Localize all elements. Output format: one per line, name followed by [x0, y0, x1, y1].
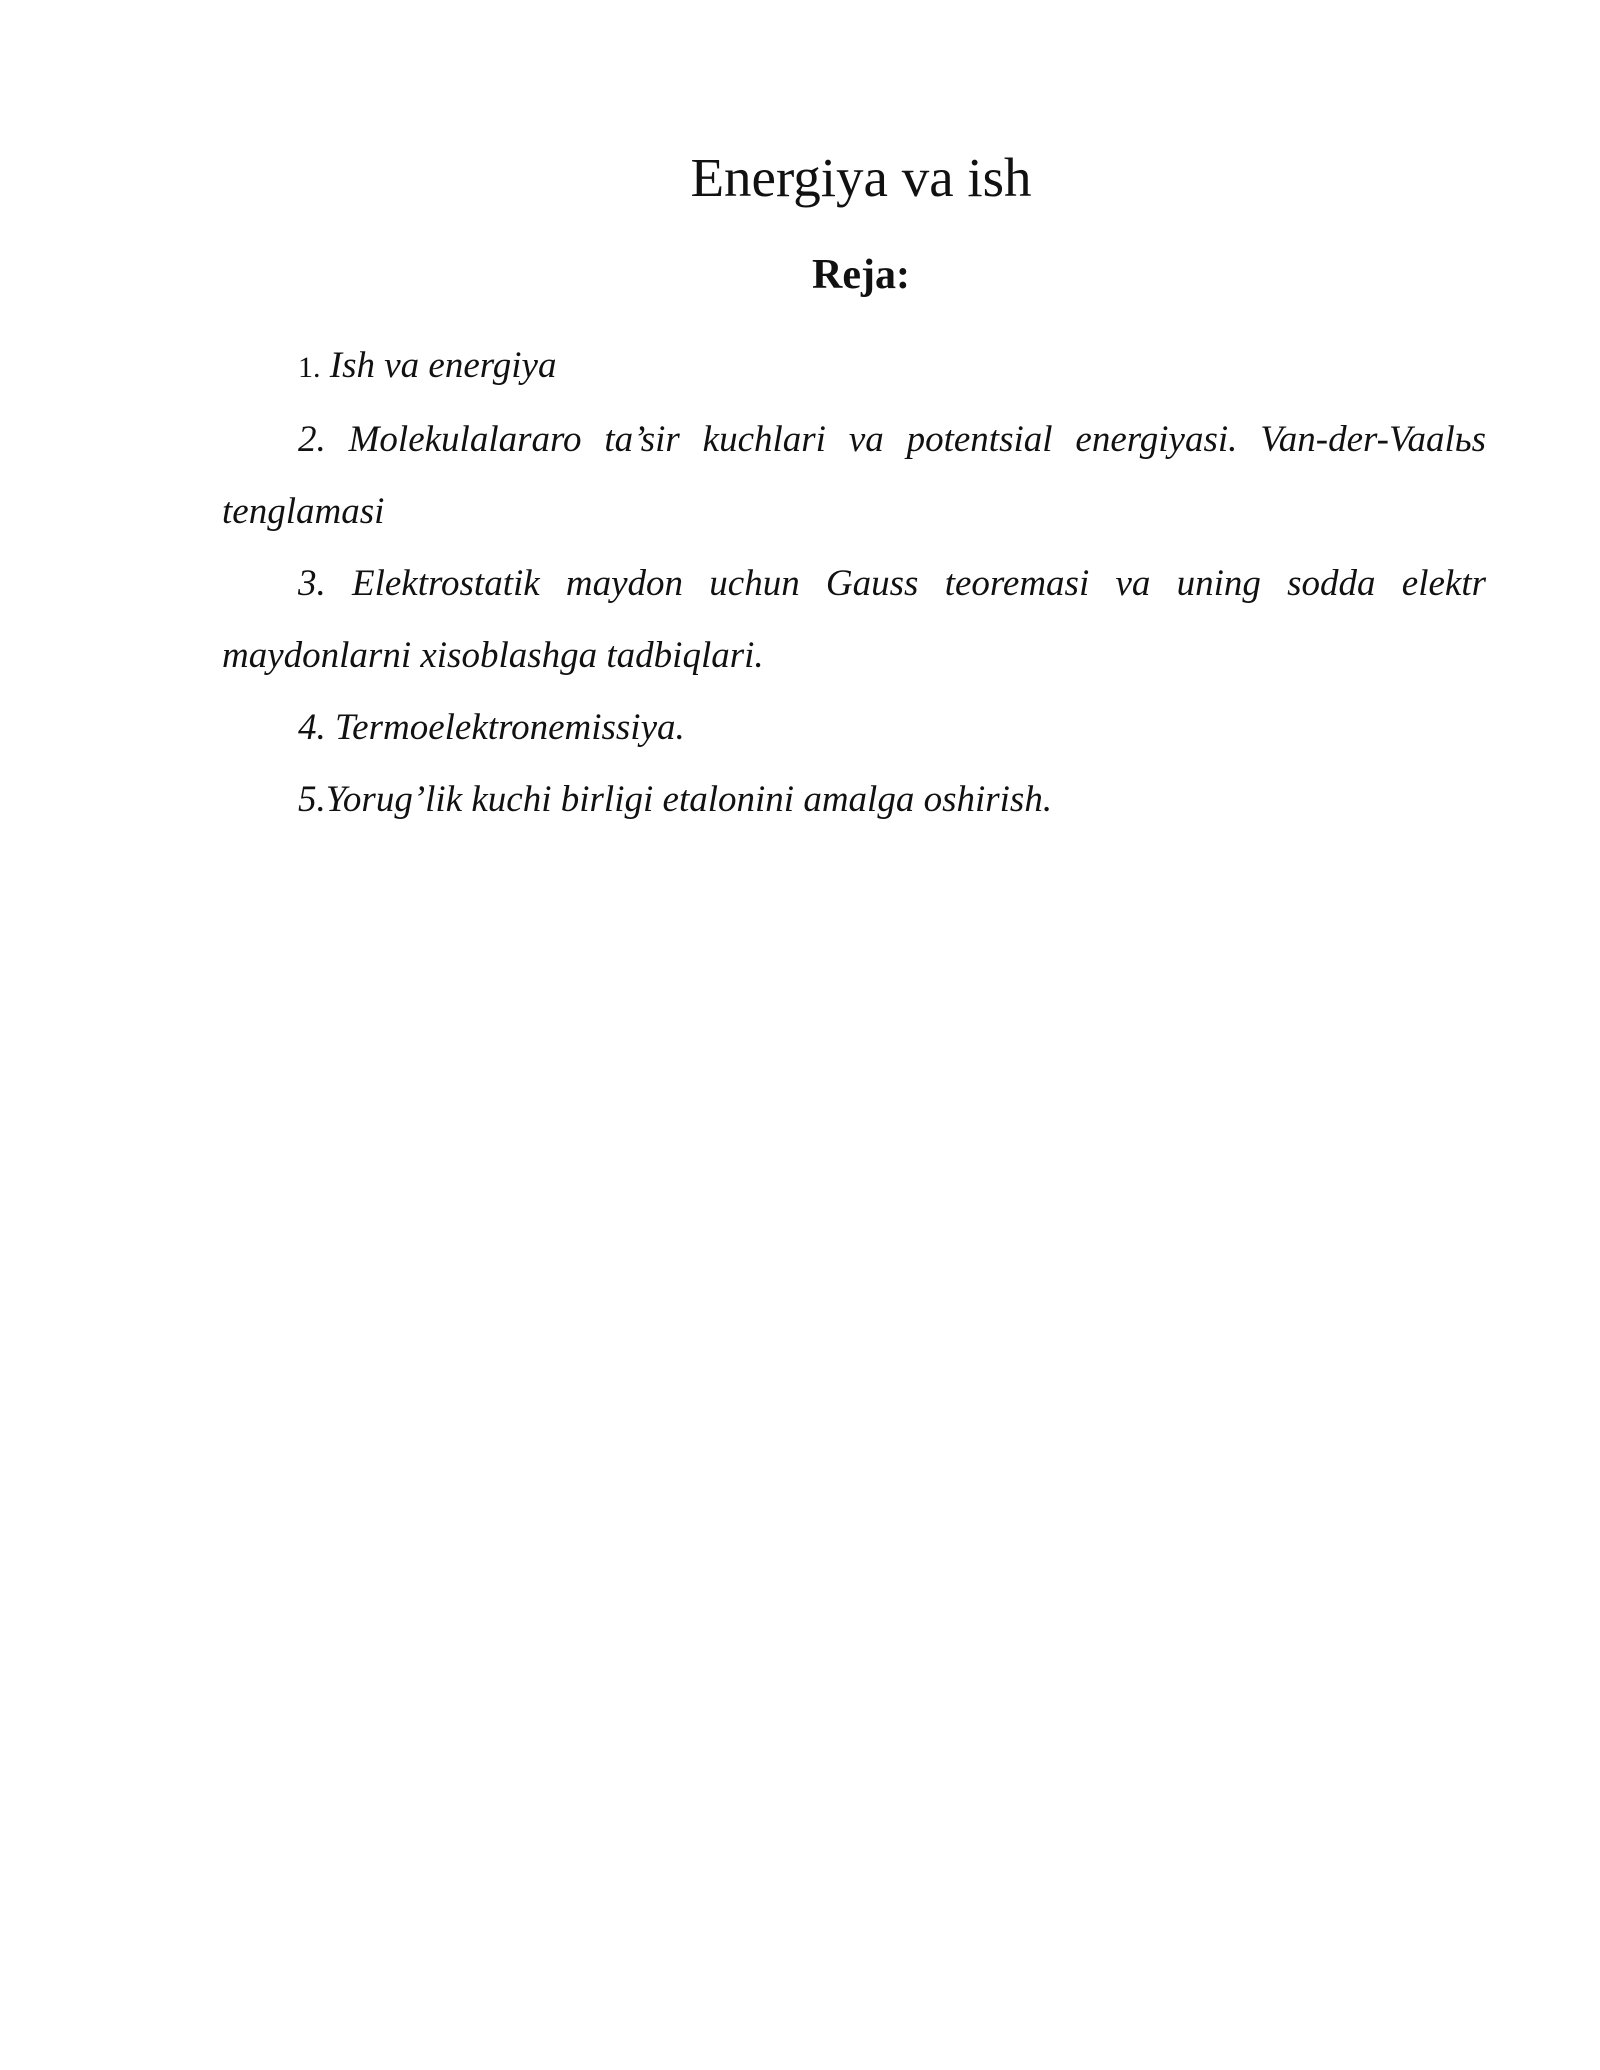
- plan-list: [222, 330, 1486, 836]
- plan-heading: Reja:: [812, 252, 910, 298]
- plan-item-2: [222, 404, 1486, 548]
- plan-item-number: 5.: [298, 779, 326, 820]
- plan-item-5: [222, 764, 1486, 836]
- plan-item-1: [222, 330, 1486, 404]
- plan-item-number: 2.: [298, 419, 326, 460]
- plan-item-number: 3.: [298, 563, 326, 604]
- plan-item-text: Molekulalararo ta’sir kuchlari va potentsial energiyasi. Van-der-Vaalьs tenglamasi: [222, 419, 1486, 532]
- plan-item-text: Termoelektronemissiya.: [325, 707, 685, 748]
- plan-item-text: Elektrostatik maydon uchun Gauss teoremasi va uning sodda elektr maydonlarni xisoblashga tadbiqlari.: [222, 563, 1486, 676]
- document-title: Energiya va ish: [690, 147, 1032, 208]
- plan-item-text: Yorug’lik kuchi birligi etalonini amalga oshirish.: [325, 779, 1053, 820]
- plan-item-text: Ish va energiya: [320, 345, 557, 386]
- plan-item-3: [222, 548, 1486, 692]
- plan-item-number: 1.: [298, 351, 321, 384]
- plan-item-number: 4.: [298, 707, 326, 748]
- plan-item-4: [222, 692, 1486, 764]
